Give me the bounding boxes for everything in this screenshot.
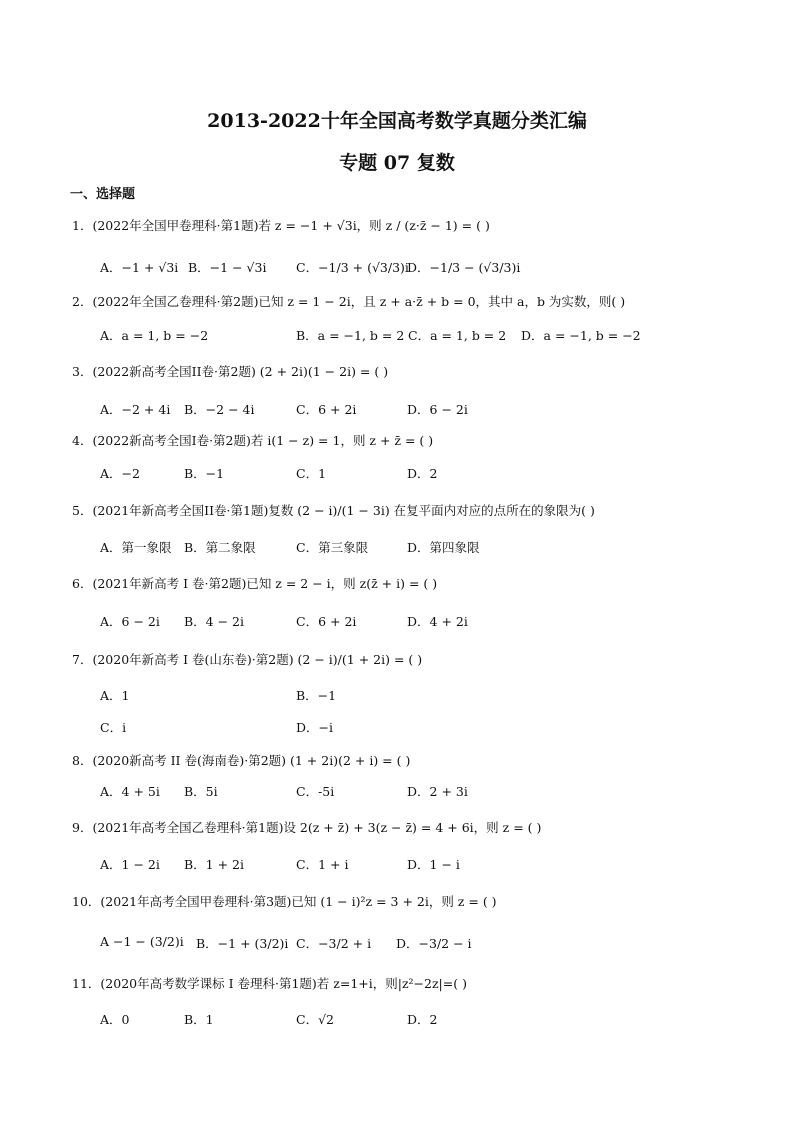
question-8-stem: 8．(2020新高考 II 卷(海南卷)·第2题) (1 + 2i)(2 + i) = ( ) [72, 753, 411, 768]
question-1-option-a: A．−1 + √3i [100, 260, 179, 275]
question-9-option-a: A．1 − 2i [100, 857, 160, 872]
question-2-option-c: C．a = 1, b = 2 [408, 328, 507, 343]
question-7-stem: 7．(2020年新高考 I 卷(山东卷)·第2题) (2 − i)/(1 + 2i) = ( ) [72, 652, 423, 667]
question-1-stem: 1．(2022年全国甲卷理科·第1题)若 z = −1 + √3i，则 z / (z·z̄ − 1) = ( ) [72, 218, 490, 233]
question-8-option-a: A．4 + 5i [100, 784, 160, 799]
question-6-stem: 6．(2021年新高考 I 卷·第2题)已知 z = 2 − i，则 z(z̄ + i) = ( ) [72, 576, 438, 591]
question-6-option-a: A．6 − 2i [100, 614, 160, 629]
document-title: 2013-2022十年全国高考数学真题分类汇编 [207, 110, 587, 132]
question-10-option-b: B．−1 + (3/2)i [196, 936, 289, 951]
question-4-stem: 4．(2022新高考全国I卷·第2题)若 i(1 − z) = 1，则 z + z̄ = ( ) [72, 433, 434, 448]
question-2-option-a: A．a = 1, b = −2 [100, 328, 209, 343]
question-4-option-b: B．−1 [184, 466, 225, 481]
question-10-option-d: D．−3/2 − i [396, 936, 472, 951]
question-5-option-d: D．第四象限 [407, 540, 480, 555]
question-1-option-c: C．−1/3 + (√3/3)i [296, 260, 409, 275]
question-8-option-d: D．2 + 3i [407, 784, 468, 799]
question-7-option-d: D．−i [296, 720, 333, 735]
question-10-option-c: C．−3/2 + i [296, 936, 372, 951]
question-5-option-c: C．第三象限 [296, 540, 369, 555]
question-4-option-a: A．−2 [100, 466, 140, 481]
question-5-option-b: B．第二象限 [184, 540, 256, 555]
question-10-option-a: A −1 − (3/2)i [100, 934, 184, 949]
question-2-option-d: D．a = −1, b = −2 [521, 328, 641, 343]
question-3-option-c: C．6 + 2i [296, 402, 357, 417]
section-heading: 一、选择题 [70, 187, 136, 202]
question-11-option-d: D．2 [407, 1012, 438, 1027]
question-11-stem: 11．(2020年高考数学课标 I 卷理科·第1题)若 z=1+i，则|z²−2z|=( ) [72, 976, 467, 991]
question-7-option-b: B．−1 [296, 688, 337, 703]
question-5-option-a: A．第一象限 [100, 540, 172, 555]
question-6-option-d: D．4 + 2i [407, 614, 468, 629]
question-7-option-c: C．i [100, 720, 127, 735]
question-6-option-c: C．6 + 2i [296, 614, 357, 629]
document-subtitle: 专题 07 复数 [339, 152, 455, 174]
question-3-stem: 3．(2022新高考全国II卷·第2题) (2 + 2i)(1 − 2i) = ( ) [72, 364, 389, 379]
question-2-option-b: B．a = −1, b = 2 [296, 328, 405, 343]
question-8-option-b: B．5i [184, 784, 218, 799]
question-6-option-b: B．4 − 2i [184, 614, 245, 629]
question-10-stem: 10．(2021年高考全国甲卷理科·第3题)已知 (1 − i)²z = 3 + 2i，则 z = ( ) [72, 894, 497, 909]
question-2-stem: 2．(2022年全国乙卷理科·第2题)已知 z = 1 − 2i，且 z + a·z̄ + b = 0，其中 a，b 为实数，则( ) [72, 294, 626, 309]
question-3-option-a: A．−2 + 4i [100, 402, 171, 417]
question-9-option-b: B．1 + 2i [184, 857, 245, 872]
question-11-option-b: B．1 [184, 1012, 214, 1027]
question-11-option-a: A．0 [100, 1012, 130, 1027]
question-11-option-c: C．√2 [296, 1012, 334, 1027]
question-3-option-b: B．−2 − 4i [184, 402, 255, 417]
question-4-option-d: D．2 [407, 466, 438, 481]
question-7-option-a: A．1 [100, 688, 130, 703]
question-5-stem: 5．(2021年新高考全国II卷·第1题)复数 (2 − i)/(1 − 3i) 在复平面内对应的点所在的象限为( ) [72, 503, 595, 518]
question-1-option-d: D．−1/3 − (√3/3)i [407, 260, 521, 275]
question-9-option-c: C．1 + i [296, 857, 349, 872]
question-9-stem: 9．(2021年高考全国乙卷理科·第1题)设 2(z + z̄) + 3(z − z̄) = 4 + 6i，则 z = ( ) [72, 820, 542, 835]
question-1-option-b: B．−1 − √3i [188, 260, 267, 275]
question-4-option-c: C．1 [296, 466, 327, 481]
question-9-option-d: D．1 − i [407, 857, 460, 872]
question-3-option-d: D．6 − 2i [407, 402, 468, 417]
question-8-option-c: C．-5i [296, 784, 335, 799]
